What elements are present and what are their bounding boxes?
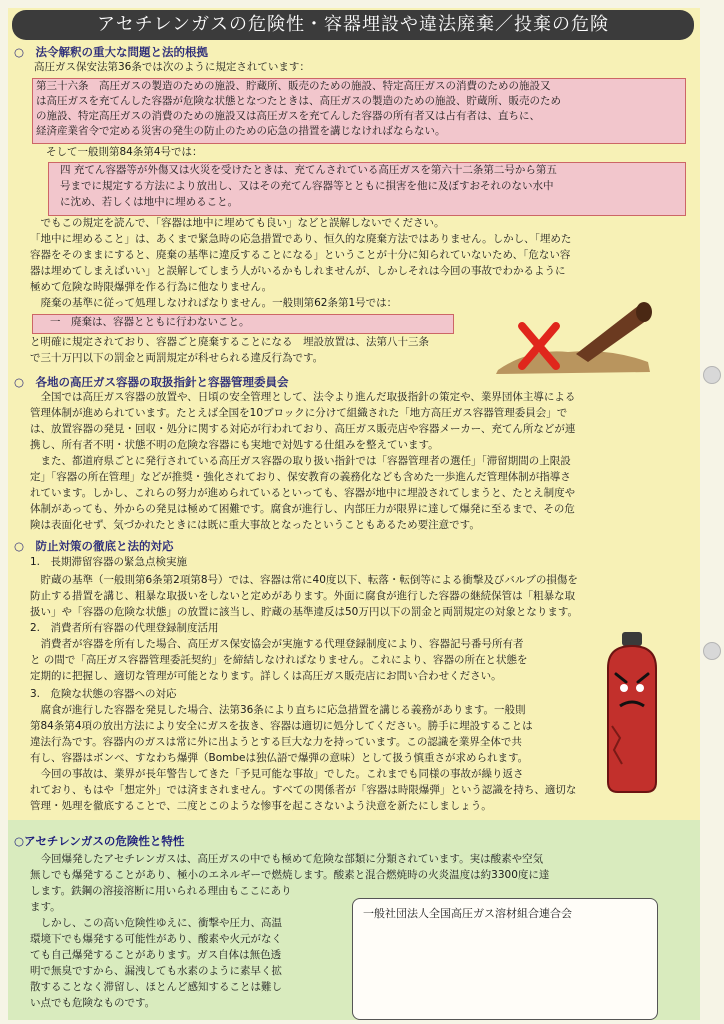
item2-line: 消費者が容器を所有した場合、高圧ガス保安協会が実施する代理登録制度により、容器記号番号所有者 [30, 638, 524, 650]
organization-box [352, 898, 658, 1020]
section2-line: 管理体制が進められています。たとえば全国を10ブロックに分けて組織された「地方高圧ガス容器管理委員会」で [30, 407, 568, 419]
section4-heading: ○アセチレンガスの危険性と特性 [14, 834, 185, 848]
rule84-line: に沈め、若しくは地中に埋めること。 [60, 196, 239, 208]
item3-title: 3. 危険な状態の容器への対応 [30, 688, 177, 700]
section2-line: 険は表面化せず、気づかれたときには既に重大事故となったということもあるため要注意です。 [30, 519, 480, 531]
item2-line: と の間で「高圧ガス容器管理委託契約」を締結しなければなりません。これにより、容器の所在と状態を [30, 654, 528, 666]
section4-line: ます。 [30, 901, 61, 913]
item3-line: 第84条第4項の放出方法により安全にガスを抜き、容器は適切に処分してください。勝手に埋設することは [30, 720, 533, 732]
section1-intro: 高圧ガス保安法第36条では次のように規定されています： [34, 61, 310, 73]
para1-line: 極めて危険な時限爆弾を作る行為に他なりません。 [30, 281, 273, 293]
para1-line: でもこの規定を読んで、「容器は地中に埋めても良い」などと誤解しないでください。 [30, 217, 445, 229]
item3-line: 今回の事故は、業界が長年警告してきた「予見可能な事故」でした。これまでも同様の事故が繰り返さ [30, 768, 524, 780]
section2-heading: ○ 各地の高圧ガス容器の取扱指針と容器管理委員会 [14, 375, 289, 389]
item3-line: 有し、容器はボンベ、すなわち爆弾（Bombeは独仏語で爆弾の意味）として扱う慎重さが求められます。 [30, 752, 529, 764]
section2-line: 定」「容器の所在管理」などが推奨・強化されており、保安教育の義務化なども含めた一歩進んだ管理体制が指導さ [30, 471, 571, 483]
section2-line: は、放置容器の発見・回収・処分に関する対応が行われており、高圧ガス販売店や容器メーカー、充てん所などが連 [30, 423, 576, 435]
section2-line: また、都道府県ごとに発行されている高圧ガス容器の取り扱い指針では「容器管理者の選任」「滞留期間の上限設 [30, 455, 571, 467]
item3-line: れており、もはや「想定外」では済まされません。すべての関係者が「容器は時限爆弾」という認識を持ち、適切な [30, 784, 577, 796]
para2-line: で三十万円以下の罰金と両罰規定が科せられる違反行為です。 [30, 352, 324, 364]
section3-heading: ○ 防止対策の徹底と法的対応 [14, 539, 174, 553]
page-title: アセチレンガスの危険性・容器埋設や違法廃棄／投棄の危険 [12, 10, 694, 40]
item2-title: 2. 消費者所有容器の代理登録制度活用 [30, 622, 219, 634]
section4-line: します。鉄鋼の溶接溶断に用いられる理由もここにあり [30, 885, 292, 897]
section4-line: 明で無臭ですから、漏洩しても水素のように素早く拡 [30, 965, 282, 977]
section4-line: 今回爆発したアセチレンガスは、高圧ガスの中でも極めて危険な部類に分類されています。実は酸素や空気 [30, 853, 544, 865]
para2-line: と明確に規定されており、容器ごと廃棄することになる 埋設放置は、法第八十三条 [30, 336, 429, 348]
item3-line: 管理・処理を徹底することで、二度とこのような惨事を起こさないよう決意を新たにしましょう。 [30, 800, 492, 812]
section4-line: い点でも危険なものです。 [30, 997, 156, 1009]
organization-name: 一般社団法人全国高圧ガス溶材組合連合会 [363, 907, 572, 920]
item1-line: 貯蔵の基準（一般則第6条第2項第8号）では、容器は常に40度以下、転落・転倒等による衝撃及びバルブの損傷を [30, 574, 578, 586]
para1-line: 容器をそのままにすると、廃棄の基準に違反することになる」ということが十分に知られていないため、「危ない容 [30, 249, 571, 261]
rule84-line: 四 充てん容器等が外傷又は火災を受けたときは、充てんされている高圧ガスを第六十二条第二号から第五 [60, 164, 557, 176]
para1-line: 器は埋めてしまえばいい」と誤解してしまう人がいるかもしれませんが、しかしそれは今回の事故でわかるように [30, 265, 566, 277]
law36-line: は高圧ガスを充てんした容器が危険な状態となつたときは、高圧ガスの製造のための施設、貯蔵所、販売のため [36, 95, 561, 107]
section2-line: れています。しかし、これらの努力が進められているといっても、容器が地中に埋設されてしまうと、たとえ制度や [30, 487, 576, 499]
section4-line: 散することなく滞留し、ほとんど感知することは難し [30, 981, 282, 993]
law36-line: の施設、特定高圧ガスの消費のための施設又は高圧ガスを充てんした容器の所有者又は占有者は、直ちに、 [36, 110, 540, 122]
eye-right [636, 684, 644, 692]
section2-line: 携し、所有者不明・状態不明の危険な容器にも実地で対処する仕組みを整えています。 [30, 439, 439, 451]
item3-line: 腐食が進行した容器を発見した場合、法第36条により直ちに応急措置を講じる義務があります。一般則 [30, 704, 526, 716]
rule84-intro: そして一般則第84条第4号では： [46, 146, 203, 158]
binder-hole [703, 642, 721, 660]
item1-line: 防止する措置を講じ、粗暴な取扱いをしないと定めがあります。外面に腐食が進行した容器の継続保管は「粗暴な取 [30, 590, 576, 602]
section4-line: 無しでも爆発することがあり、極小のエネルギーで燃焼します。酸素と混合燃焼時の火炎温度は約3300度に達 [30, 869, 550, 881]
rule62-text: 一 廃棄は、容器とともに行わないこと。 [50, 316, 250, 328]
rule84-line: 号までに規定する方法により放出し、又はその充てん容器等とともに損害を他に及ぼすおそれのない水中 [60, 180, 554, 192]
section2-line: 体制があっても、外からの発見は極めて困難です。腐食が進行し、内部圧力が限界に達して爆発に至るまで、その危 [30, 503, 575, 515]
item1-title: 1. 長期滞留容器の緊急点検実施 [30, 556, 188, 568]
eye-left [620, 684, 628, 692]
para1-line: 廃棄の基準に従って処理しなければなりません。一般則第62条第1号では： [30, 297, 398, 309]
cylinder-character-illustration [598, 630, 666, 796]
buried-cylinder-illustration [490, 296, 656, 380]
cylinder-cap [622, 632, 642, 646]
binder-hole [703, 366, 721, 384]
item1-line: 扱い」や「容器の危険な状態」の放置に該当し、貯蔵の基準違反は50万円以下の罰金と両罰規定の対象となります。 [30, 606, 579, 618]
law36-line: 第三十六条 高圧ガスの製造のための施設、貯蔵所、販売のための施設、特定高圧ガスの消費のための施設又 [36, 80, 551, 92]
section4-line: ても自己爆発することがあります。ガス自体は無色透 [30, 949, 282, 961]
section1-heading: ○ 法令解釈の重大な問題と法的根拠 [14, 45, 209, 59]
cylinder-body [608, 646, 656, 792]
section4-line: 環境下でも爆発する可能性があり、酸素や火元がなく [30, 933, 282, 945]
law36-line: 経済産業省令で定める災害の発生の防止のための応急の措置を講じなければならない。 [36, 125, 446, 137]
cylinder-valve [636, 302, 652, 322]
section4-line: しかし、この高い危険性ゆえに、衝撃や圧力、高温 [30, 917, 282, 929]
item3-line: 違法行為です。容器内のガスは常に外に出ようとする巨大な力を持っています。この認識を業界全体で共 [30, 736, 522, 748]
item2-line: 定期的に把握し、適切な管理が可能となります。詳しくは高圧ガス販売店にお問い合わせください。 [30, 670, 502, 682]
section2-line: 全国では高圧ガス容器の放置や、日頃の安全管理として、法令より進んだ取扱指針の策定や、業界団体主導による [30, 391, 576, 403]
soil-mound [496, 351, 650, 374]
para1-line: 「地中に埋めること」は、あくまで緊急時の応急措置であり、恒久的な廃棄方法ではありません。しかし、「埋めた [30, 233, 572, 245]
